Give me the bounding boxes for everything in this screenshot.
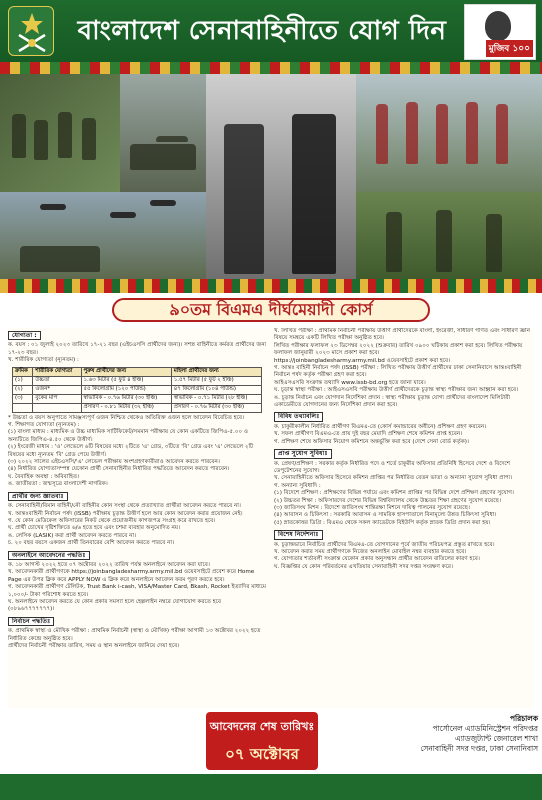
notice-section [274, 527, 534, 571]
header-bar [0, 0, 542, 62]
section-line: খ. সেনাবাহিনীতে অফিসার হিসেবে কমিশন প্রাপ্তির পর নির্ধারিত বেতন ভাতা ও অন্যান্য সুযোগ সুবিধা প্রাপ্য। [274, 475, 513, 482]
deadline-label: আবেদনের শেষ তারিখঃ [209, 720, 315, 733]
section-heading: নির্বাচন পদ্ধতিঃ [8, 617, 54, 626]
section-heading: অনলাইনে আবেদনের পদ্ধতিঃ [8, 551, 90, 560]
section-heading: বিশেষ নির্দেশনাঃ [274, 530, 323, 539]
section-line: (৫) স্নাতকোত্তর ডিগ্রি : বিএমএ থেকে সকল ক্যাডেটকে বিইউপি কর্তৃক স্নাতক ডিগ্রি প্রদান করা হয়। [274, 519, 491, 526]
table-cell: ৫৫ কিলোগ্রাম (১২০ পাউন্ড) [81, 385, 171, 394]
section-line: ক. প্রেষণ/প্রশিক্ষণ : সরকার কর্তৃক নির্ধারিত পদে ও শর্তে চাকুরীর অফিসার প্রতিনিধি হিসেবে দেশে ও বিদেশে ডেপুটেশনের সুযোগ। [274, 460, 510, 474]
left-column [8, 328, 268, 708]
section-line: খ. লিখিত পরীক্ষা : প্রাথমিক নির্বাচনী পরীক্ষায় উত্তীর্ণ প্রার্থীদেরকে বাংলা, ইংরেজী, সাধারণ গণিত এবং সাধারণ জ্ঞান বিষয়ে সমন্বয়ে একটি লিখিত পরীক্ষা অনুষ্ঠিত হবে। [274, 328, 530, 342]
section-line: আইএসএসবি সংক্রান্ত তথ্যাদি www.issb-bd.org হতে জানা যাবে। [274, 379, 426, 386]
section-line: ক. চাকুরীকালীন নির্ধারিত প্রার্থীগণ বিএমএ-তে (কোর্স কমান্ডারের অধীনে) প্রশিক্ষণ গ্রহণ করবেন। [274, 423, 487, 430]
notice-section [8, 548, 268, 614]
section-line: গ. অন্যান্য সুবিধাদি : [274, 482, 321, 489]
section-line: (৪) আবাসন ও চিকিৎসা : সরকারি আবাসন ও সামরিক হাসপাতালে বিনামূল্যে উন্নত চিকিৎসা সুবিধা। [274, 512, 497, 519]
table-row [13, 376, 262, 385]
section-heading: বিবিধ তথ্যাবলিঃ [274, 412, 323, 421]
table-cell: ৪৭ কিলোগ্রাম (১০৪ পাউন্ড) [171, 385, 261, 394]
section-line: https://joinbangladesharmy.army.mil.bd ওয়েবসাইটে প্রকাশ করা হবে। [274, 357, 451, 364]
section-heading: প্রার্থীর জন্য জ্ঞাতব্যঃ [8, 492, 68, 501]
signoff-block [368, 714, 538, 754]
section-heading: যোগ্যতা : [8, 331, 41, 340]
section-line: খ. সফল প্রার্থীগণ বিএমএ-তে প্রায় দুই বছর মেয়াদি প্রশিক্ষণ শেষে কমিশন প্রাপ্ত হবেন। [274, 431, 463, 438]
table-cell: (২) [13, 385, 33, 394]
section-line: খ. আবেদন করার সময় প্রার্থীগণকে নিজের অনলাইন মোবাইল নম্বর ব্যবহার করতে হবে। [274, 548, 467, 555]
table-cell: (১) [13, 376, 33, 385]
table-cell: প্রসারণ - ০.৭৬ মিটার (৩০ ইঞ্চি) [171, 403, 261, 412]
section-line: প্রার্থীদের নির্বাচনী পরীক্ষার তারিখ, সময় ও স্থান অনলাইনে জানিয়ে দেয়া হবে। [8, 643, 180, 649]
notice-section [8, 422, 268, 489]
notice-section [274, 328, 534, 409]
table-cell [13, 403, 33, 412]
section-line: লিখিত পরীক্ষার ফলাফল ২৩ ডিসেম্বর ২০২২ (শুক্রবার) তারিখ ০৯০০ ঘটিকায় প্রকাশ করা হবে। লিখিত পরীক্ষায় ফলাফল জানুয়ারী ২০২৩ মাসে প্রকাশ করা হবে। [274, 342, 523, 357]
section-line: ক. সেনাবাহিনী/বিমান বাহিনী/নৌ বাহিনীর কোন সংস্থা থেকে প্রত্যাখ্যাত প্রার্থীরা আবেদন করতে পারবে না। [8, 503, 241, 510]
table-cell: ১.৫৭ মিটার (৫ ফুট ২ ইঞ্চি) [171, 376, 261, 385]
section-line: (২) ইংরেজী মাধ্যম : 'ও' লেভেলে ৬টি বিষয়ের মধ্যে ২টিতে 'এ' গ্রেড, ৩টিতে 'বি' গ্রেড এবং 'এ' লেভেলে ২টি বিষয়ের মধ্যে ন্যূনতম 'বি' গ্রেড পেয়ে উত্তীর্ণ। [8, 444, 254, 458]
section-line: ক. প্রাথমিক স্বাস্থ্য ও মৌখিক পরীক্ষা : প্রাথমিক নির্বাচনী (স্বাস্থ্য ও মৌখিক) পরীক্ষা আগামী ১৩ অক্টোবর ২০২২ হতে নির্ধারিত কেন্দ্রে অনুষ্ঠিত হবে। [8, 628, 261, 642]
table-note: * উচ্চতা ও বয়স অনুপাতে সামঞ্জস্যপূর্ণ ওজন নিশ্চিত থেকেও অতিরিক্ত ওজন হলে আবেদন বিবেচিত হবে। [8, 414, 245, 421]
section-line: ঘ. বিজ্ঞপ্তির যে কোন পরিবর্তনের এখতিয়ার সেনাবাহিনী সদর দপ্তর সংরক্ষণ করে। [274, 563, 453, 570]
section-line: ঘ. প্রার্থী চোখের দৃষ্টিশক্তিতে ৬/৬ হতে হবে এবং চশমা ব্যবহার অনুমোদিত নয়। [8, 525, 181, 532]
portrait-head [485, 11, 511, 41]
signoff-line2: পার্সোনেল এ্যাডমিনিস্ট্রেশন পরিদপ্তর [432, 724, 538, 733]
table-header-cell: ক্রমিক [13, 367, 33, 376]
table-row [13, 385, 262, 394]
bottom-bar [0, 774, 542, 800]
table-header-cell: পুরুষ প্রার্থীদের জন্য [81, 367, 171, 376]
deadline-box [206, 712, 318, 770]
table-cell: প্রসারণ - ০.৮১ মিটার (৩২ ইঞ্চি) [81, 403, 171, 412]
leader-portrait [464, 4, 536, 60]
decorative-divider [0, 279, 542, 293]
table-row [13, 394, 262, 403]
section-line: খ. শারীরিক যোগ্যতা (ন্যূনতম) : [8, 357, 79, 364]
photo-tank [120, 74, 206, 192]
section-line: চ. ২০ বছর বয়সে একজন প্রার্থী তিনবারের বেশি আবেদন করতে পারবে না। [8, 540, 175, 547]
section-line: গ. শিক্ষাগত যোগ্যতা (ন্যূনতম) : [8, 422, 80, 429]
section-line: (৩) জাতিসংঘ মিশন : বিদেশে জাতিসংঘ শান্তিরক্ষা মিশনে দায়িত্ব পালনের সুযোগ রয়েছে। [274, 504, 470, 511]
section-line: খ. আন্তঃবাহিনী নির্বাচন পর্ষদ (ISSB) পরীক্ষায় চূড়ান্ত উত্তীর্ণ হলে আর কোন আবেদন করার প্রয়োজন নেই। [8, 510, 243, 517]
section-line: গ. প্রশিক্ষণ শেষে অফিসার নিয়োগ কমিশনে অন্তর্ভুক্তি করা হবে (দেশে সেনা বোর্ড কর্তৃক)। [274, 438, 469, 445]
deadline-date: ০৭ অক্টোবর [225, 745, 299, 763]
table-header-cell: শারীরিক যোগ্যতা [33, 367, 81, 376]
right-column [274, 328, 534, 708]
table-cell: ওজন* [33, 385, 81, 394]
signoff-line4: সেনাবাহিনী সদর দপ্তর, ঢাকা সেনানিবাস [420, 744, 538, 753]
notice-section [274, 446, 534, 527]
table-cell: বুকের মাপ [33, 394, 81, 403]
section-line: (৩) ২০২২ সালের এইচএসসি/'এ' লেভেল পরীক্ষায় অংশগ্রহণকারীরাও আবেদন করতে পারবেন। [8, 459, 220, 466]
mujib-100-badge: মুজিব ১০০ [486, 40, 533, 57]
notice-section [8, 328, 268, 365]
notice-section [274, 409, 534, 446]
table-row [13, 403, 262, 412]
signoff-line3: এ্যাডজুট্যান্ট জেনারেল শাখা [454, 734, 538, 743]
section-line: ঘ. চূড়ান্ত স্বাস্থ্য পরীক্ষা : আইএসএসবি পরীক্ষায় উত্তীর্ণ প্রার্থীদেরকে চূড়ান্ত স্বাস্থ্য পরীক্ষার জন্য আহ্বান করা হবে। [274, 387, 519, 394]
section-line: (১) বিদেশে প্রশিক্ষণ : প্রশিক্ষণের বিভিন্ন পর্যায়ে এবং কমিশন প্রাপ্তির পর বিভিন্ন দেশে প্রশিক্ষণ গ্রহণের সুযোগ। [274, 490, 514, 497]
notice-section [8, 614, 268, 651]
table-header-cell: মহিলা প্রার্থীদের জন্য [171, 367, 261, 376]
section-line: ক. বয়স : ০১ জুলাই ২০২৩ তারিখে ১৭-২১ বছর (এইচএসসি প্রার্থীদের জন্য)। সশস্ত্র বাহিনীতে কর্মরত প্রার্থীদের জন্য ১৭-২৩ বছর। [8, 342, 267, 356]
table-cell: স্বাভাবিক - ০.৭১ মিটার (২৮ ইঞ্চি) [171, 394, 261, 403]
photo-parade [356, 74, 542, 192]
photo-collage [0, 74, 542, 279]
table-cell: ১.৬৩ মিটার (৫ ফুট ৪ ইঞ্চি) [81, 376, 171, 385]
table-cell: উচ্চতা [33, 376, 81, 385]
section-line: গ. যে কোন মেডিকেল অফিসারের নিকট থেকে প্রয়োজনীয় কাগজপত্র সংগ্রহ করে রাখতে হবে। [8, 517, 216, 524]
section-line: গ. আন্তঃ বাহিনী নির্বাচন পর্ষদ (ISSB) পরীক্ষা : লিখিত পরীক্ষায় উত্তীর্ণ প্রার্থীদের ঢাকা সেনানিবাসে আন্তঃবাহিনী নির্বাচন পর্ষদ কর্তৃক পরীক্ষা গ্রহণ করা হবে। [274, 365, 522, 379]
table-cell: স্বাভাবিক - ০.৭৬ মিটার (৩০ ইঞ্চি) [81, 394, 171, 403]
photo-helicopters-artillery [0, 192, 206, 279]
table-cell: (৩) [13, 394, 33, 403]
photo-leaders-historic [206, 74, 356, 279]
section-line: ঙ. জাতীয়তা : জন্মসূত্রে বাংলাদেশী নাগরিক। [8, 481, 108, 488]
notice-body [8, 328, 534, 708]
height-weight-table [12, 367, 262, 413]
table-cell [33, 403, 81, 412]
section-line: ঙ. চূড়ান্ত নির্বাচন এবং যোগদান নির্দেশিকা প্রদান : স্বাস্থ্য পরীক্ষায় চূড়ান্ত যোগ্য প্রার্থীদের বাংলাদেশ মিলিটারী একাডেমীতে যোগদানের জন্য নির্দেশিকা প্রদান করা হবে। [274, 394, 510, 409]
section-line: ক. ১৮ আগস্ট ২০২২ হতে ০৭ অক্টোবর ২০২২ তারিখ পর্যন্ত অনলাইনে আবেদন করা যাবে। [8, 561, 210, 568]
section-line: (১) বাংলা মাধ্যম : মাধ্যমিক ও উচ্চ মাধ্যমিক সার্টিফিকেট/সমমান পরীক্ষায় যে কোন একটিতে জিপিএ-৫.০০ ও অন্যটিতে জিপিএ-৪.৫০ থেকে উত্তীর্ণ। [8, 429, 248, 443]
course-title-banner: ৯০তম বিএমএ দীর্ঘমেয়াদী কোর্স [112, 298, 430, 322]
section-line: (২) উচ্চতর শিক্ষা : অফিসারদের দেশের বিভিন্ন বিশ্ববিদ্যালয় থেকে উচ্চতর শিক্ষা গ্রহণের সুযোগ রয়েছে। [274, 497, 501, 504]
section-line: ঘ. অনলাইনে আবেদন করতে যে কোন প্রকার সমস্যা হলে হেল্পলাইন নম্বরে যোগাযোগ করতে হবে (০৮৯৬৭৭৭৭৭৭৭)। [8, 598, 222, 613]
section-line: ঙ. লেসিক (LASIK) করা প্রার্থী আবেদন করতে পারবে না। [8, 532, 137, 539]
photo-soldiers-field [0, 74, 120, 192]
decorative-strip [0, 62, 542, 74]
photo-soldiers-jungle [356, 192, 542, 279]
section-line: খ. আবেদনকারী প্রার্থীগণকে https://joinbangladesharmy.army.mil.bd ওয়েবসাইটে প্রবেশ করে Home Page এর উপর ক্লিক করে APPLY NOW এ ক্লিক করে অনলাইনে আবেদন ফরম পূরণ করতে হবে। [8, 569, 255, 583]
section-heading: প্রাপ্ত সুযোগ সুবিধাঃ [274, 449, 332, 458]
section-line: (৪) নির্ধারিত যোগ্যতাসম্পন্ন যেকোন প্রার্থী সেনাবাহিনীর নির্ধারিত পদ্ধতিতে আবেদন করতে পারবেন। [8, 466, 230, 473]
poster-title: বাংলাদেশ সেনাবাহিনীতে যোগ দিন [77, 16, 447, 46]
section-line: গ. আবেদনকারী প্রার্থীগণ টেলিটক, Trust Bank i-cash, VISA/Master Card, Bkash, Rocket ইত্যাদির মাধ্যমে ১,০০০/- টাকা পরিশোধ করতে হবে। [8, 584, 267, 598]
notice-section [8, 489, 268, 548]
section-line: ক. চূড়ান্তভাবে নির্বাচিত প্রার্থীদের বিএমএ-তে যোগদানের পূর্বে জাতীয় পরিচয়পত্র প্রস্তুত রাখতে হবে। [274, 541, 495, 548]
signoff-line1: পরিচালক [509, 714, 538, 723]
army-emblem-icon [8, 6, 54, 56]
section-line: গ. যোগ্যতার শর্তাবলী সংক্রান্ত যেকোন প্রকার অনুসন্ধান প্রার্থীর আবেদন বাতিলের কারণ হবে। [274, 556, 480, 563]
section-line: ঘ. বৈবাহিক অবস্থা : অবিবাহিত। [8, 473, 80, 480]
